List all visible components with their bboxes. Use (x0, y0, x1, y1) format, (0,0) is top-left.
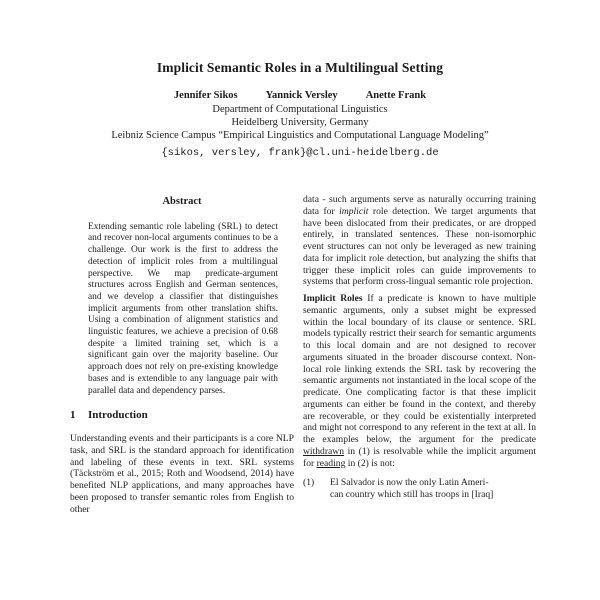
example-number: (1) (303, 477, 315, 489)
italic-term-implicit: implicit (339, 205, 369, 217)
right-column (303, 194, 536, 501)
paragraph-text: data - such arguments serve as naturally occurring training data for (303, 194, 536, 217)
affiliation-department: Department of Computational Linguistics (212, 104, 388, 115)
implicit-roles-paragraph (303, 293, 536, 469)
author-name: Anette Frank (365, 90, 427, 101)
left-column (70, 196, 294, 515)
section-number: 1 (70, 409, 76, 422)
author-name: Jennifer Sikos (173, 90, 238, 101)
underlined-predicate-reading: reading (316, 457, 346, 469)
paper-title: Implicit Semantic Roles in a Multilingual Setting (156, 60, 444, 75)
example-text (330, 477, 536, 501)
underlined-predicate-withdrawn: withdrawn (303, 445, 345, 457)
author-list (0, 90, 600, 101)
author-name: Yannick Versley (265, 90, 338, 101)
body-paragraph-continued (303, 194, 536, 288)
paragraph-text: role detection. We target arguments that have been dislocated from their predicates, or are dropped entirely, in translated sentences. These non-isomorphic event structures can not only be leveraged as new training data for implicit role detection, but analyzing the shifts that trigger these implicit roles can guide improvements to systems that perform cross-lingual semantic role projection. (303, 205, 536, 288)
affiliation-campus: Leibniz Science Campus “Empirical Linguistics and Computational Language Modeling” (111, 130, 489, 141)
runin-heading-implicit-roles: Implicit Roles (303, 293, 363, 304)
abstract-heading: Abstract (162, 196, 202, 207)
example-line: El Salvador is now the only Latin Ameri- (330, 477, 489, 489)
author-emails: {sikos, versley, frank}@cl.uni-heidelberg.de (161, 147, 439, 159)
paragraph-text: in (1) is resolvable while the implicit argument for (303, 445, 536, 469)
paragraph-text: in (2) is not: (345, 457, 395, 469)
affiliation-university: Heidelberg University, Germany (231, 117, 369, 128)
introduction-paragraph: Understanding events and their participants is a core NLP task, and SRL is the standard approach for identification and labeling of these events in text. SRL systems (Täckström et al., 2015; Roth and Woodsend, 2014) have benefited NLP applications, and many approaches have been proposed to transfer semantic roles from English to other (70, 433, 294, 515)
abstract-text: Extending semantic role labeling (SRL) to detect and recover non-local arguments continues to be a challenge. Our work is the first to address the detection of implicit roles from a multilingual perspective. We map predicate-argument structures across English and German sentences, and we develop a classifier that distinguishes implicit arguments from other translation shifts. Using a combination of alignment statistics and linguistic features, we achieve a precision of 0.68 despite a limited training set, which is a significant gain over the majority baseline. Our approach does not rely on pre-existing knowledge bases and is extendible to any language pair with parallel data and dependency parses. (88, 221, 278, 396)
section-heading-introduction (70, 410, 294, 422)
example-line-clipped: can country which still has troops in [Iraq] (330, 489, 494, 500)
section-title: Introduction (88, 409, 148, 422)
paragraph-text: If a predicate is known to have multiple semantic arguments, only a subset might be expressed within the local boundary of its clause or sentence. SRL models typically restrict their search for semantic arguments to this local domain and are not designed to recover arguments situated in the broader discourse context. Non-local role linking extends the SRL task by recovering the semantic arguments not instantiated in the local scope of the predicate. One complicating factor is that these implicit arguments can either be found in the context, and thereby are recoverable, or they could be existentially interpreted and might not correspond to any referent in the text at all. In the examples below, the argument for the predicate (303, 293, 536, 445)
example-1 (303, 477, 536, 501)
